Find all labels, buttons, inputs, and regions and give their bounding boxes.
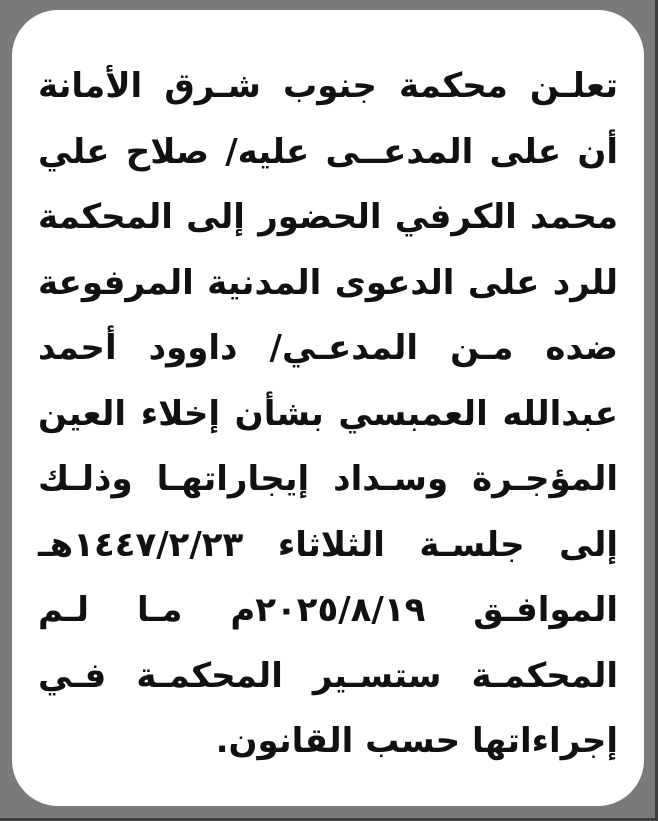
notice-line-3: محمد الكرفي الحضور إلى المحكمة [38, 197, 618, 237]
notice-line-1: تعلـن محكمة جنوب شـرق الأمانة [38, 66, 618, 106]
notice-line-4: للرد على الدعوى المدنية المرفوعة [38, 262, 618, 303]
notice-line-2: أن على المدعــى عليه/ صلاح علي [38, 131, 618, 172]
notice-line-9: الموافـق ٢٠٢٥/٨/١٩م مـا لـم [38, 590, 618, 630]
notice-line-8: إلى جلسـة الثلاثاء ١٤٤٧/٢/٢٣هـ [38, 524, 618, 565]
notice-line-6: عبدالله العمبسي بشأن إخلاء العين [38, 393, 618, 434]
notice-line-11: إجراءاتها حسب القانون. [215, 721, 618, 761]
notice-text [38, 54, 618, 775]
notice-line-5: ضده مـن المدعـي/ داوود أحمد [38, 328, 618, 368]
notice-line-10: المحكمـة ستسـير المحكمـة فـي [38, 655, 618, 696]
notice-card [12, 10, 644, 806]
notice-line-7: المؤجـرة وسـداد إيجاراتهـا وذلـك [38, 459, 618, 499]
